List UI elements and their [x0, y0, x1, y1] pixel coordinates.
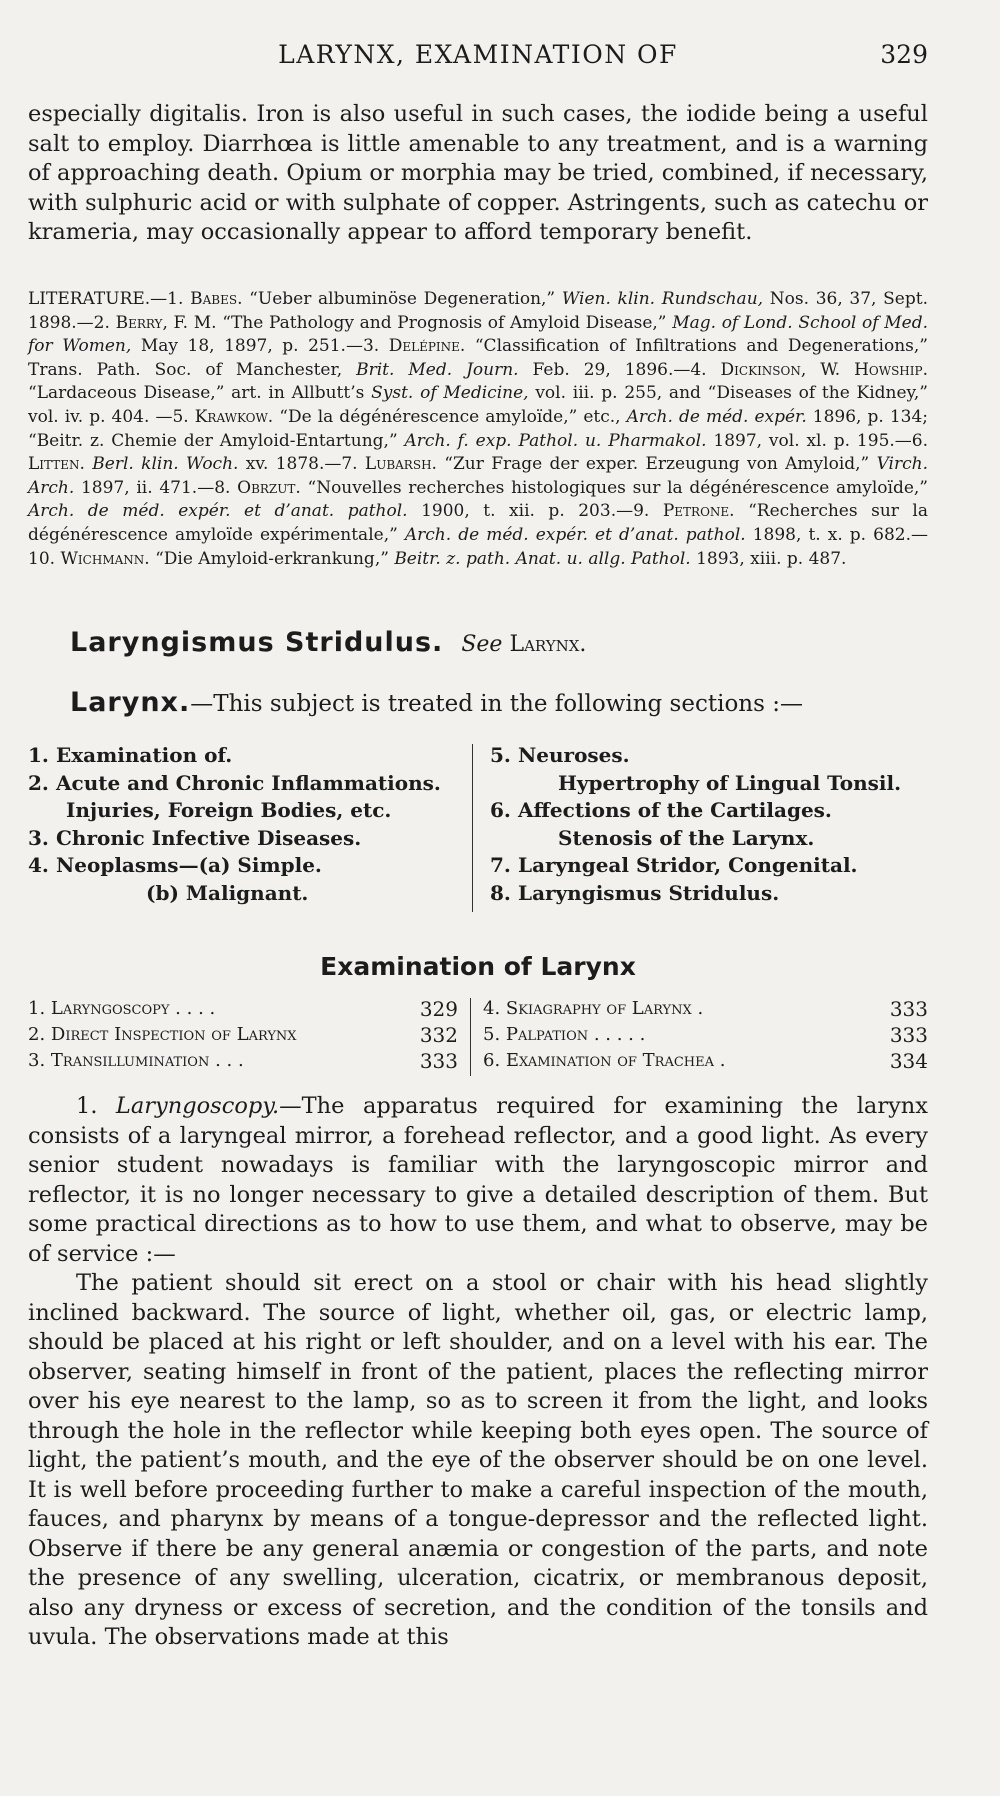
- lit-journal: Berl. klin. Woch.: [92, 454, 239, 475]
- section-item: [28, 742, 468, 770]
- literature-references: [28, 288, 928, 571]
- see-label: See: [461, 632, 503, 657]
- section-number: 6.: [490, 798, 511, 822]
- lit-segment: 1897, vol. xl. p. 195.—6.: [706, 430, 929, 451]
- contents-page: 333: [889, 997, 928, 1021]
- section-label: Neuroses.: [518, 743, 630, 767]
- lit-author: Krawkow.: [194, 406, 274, 427]
- lit-segment: “Die Amyloid-erkrankung,”: [149, 548, 395, 569]
- lit-segment: xv. 1878.—7.: [238, 454, 365, 475]
- lit-author: Babes.: [190, 289, 243, 309]
- contents-page: 332: [419, 1023, 458, 1047]
- lit-segment: 1893, xiii. p. 487.: [690, 548, 847, 569]
- section-item: [28, 852, 468, 880]
- lit-segment: “Classification of Infiltrations and Degenerations,” Trans. Path. Soc. of Manchester,: [28, 336, 928, 380]
- lit-journal: Arch. f. exp. Pathol. u. Pharmakol.: [404, 430, 707, 451]
- page-number: 329: [880, 40, 928, 69]
- section-item: [28, 797, 468, 825]
- lit-author: Dickinson, W. Howship.: [720, 359, 928, 380]
- entry-title: Laryngismus Stridulus.: [70, 627, 444, 658]
- contents-label: 4. Skiagraphy of Larynx .: [483, 998, 704, 1019]
- section-number: 2.: [28, 770, 49, 795]
- section-label: Acute and Chronic Inflammations.: [56, 770, 441, 795]
- lit-segment: “Nouvelles recherches histologiques sur la dégénérescence amyloïde,”: [300, 477, 929, 498]
- lit-segment: “Zur Frage der exper. Erzeugung von Amyloid,”: [436, 454, 877, 475]
- lit-segment: 1898, t. x. p. 682.—10.: [28, 524, 928, 569]
- lit-journal: Syst. of Medicine,: [371, 383, 529, 404]
- lit-author: Delépine.: [388, 336, 466, 357]
- contents-row: [28, 996, 458, 1022]
- contents-page: 334: [889, 1049, 928, 1073]
- section-label: Hypertrophy of Lingual Tonsil.: [558, 770, 902, 795]
- paragraph-patient-position: The patient should sit erect on a stool or chair with his head slightly inclined backward. The source of light, whether oil, gas, or electric lamp, should be placed at his right or left shoulder, and on a level with his ear. The observer, seating himself in front of the patient, places the reflecting mirror over his eye nearest to the lamp, so as to screen it from the light, and looks through the hole in the reflector while keeping both eyes open. The source of light, the patient’s mouth, and the eye of the observer should be on one level. It is well before proceeding further to make a careful inspection of the mouth, fauces, and pharynx by means of a tongue-depressor and the reflected light. Observe if there be any general anæmia or congestion of the parts, and note the presence of any swelling, ulceration, cicatrix, or membranous deposit, also any dryness or excess of secretion, and the condition of the tonsils and uvula. The observations made at this: [28, 1270, 928, 1650]
- see-reference: [461, 632, 586, 657]
- section-label: (b) Malignant.: [146, 880, 309, 905]
- section-label: Stenosis of the Larynx.: [558, 825, 815, 850]
- lit-segment: Nos. 36, 37, Sept. 1898.—2.: [28, 289, 928, 333]
- section-label: Chronic Infective Diseases.: [56, 825, 362, 850]
- lit-segment: “The Pathology and Prognosis of Amyloid Disease,”: [216, 312, 673, 333]
- contents-label: 3. Transillumination . . .: [28, 1050, 244, 1071]
- section-number: 3.: [28, 825, 49, 850]
- contents-page: 333: [419, 1049, 458, 1073]
- lit-segment: “Lardaceous Disease,” art. in Allbutt’s: [28, 383, 372, 404]
- section-number: 5.: [490, 743, 511, 767]
- section-label: Laryngismus Stridulus.: [518, 880, 780, 905]
- entry-intro: —This subject is treated in the following sections :—: [190, 691, 803, 717]
- contents-page: 329: [419, 997, 458, 1021]
- contents-label: 6. Examination of Trachea .: [483, 1050, 726, 1071]
- entry-heading-laryngismus: [70, 627, 930, 658]
- lit-segment: Feb. 29, 1896.—4.: [518, 359, 721, 380]
- section-number: 4.: [28, 853, 49, 877]
- lit-author: Petrone.: [662, 501, 735, 522]
- lit-author: Obrzut.: [237, 477, 301, 498]
- lit-author: Lubarsh.: [364, 454, 437, 475]
- entry-title: Larynx.: [70, 687, 191, 718]
- lit-author: Berry, F. M.: [115, 312, 217, 333]
- paragraph-topic: Laryngoscopy.: [115, 1093, 280, 1119]
- lit-journal: Arch. de méd. expér. et d’anat. pathol.: [404, 524, 746, 545]
- running-head-title: LARYNX, EXAMINATION OF: [278, 40, 678, 69]
- section-item: [490, 742, 930, 770]
- section-number: 7.: [490, 853, 511, 877]
- section-item: [490, 880, 930, 908]
- lit-author: Litten.: [28, 454, 85, 475]
- contents-label: 2. Direct Inspection of Larynx: [28, 1024, 297, 1045]
- lit-journal: Mag. of Lond. School of Med. for Women,: [28, 312, 929, 357]
- section-number: 1.: [28, 743, 49, 767]
- entry-heading-larynx: [70, 687, 930, 718]
- see-target: Larynx.: [509, 632, 587, 657]
- section-label: Affections of the Cartilages.: [518, 798, 832, 822]
- lit-journal: Arch. de méd. expér.: [626, 406, 807, 427]
- section-item: [28, 770, 468, 798]
- column-divider: [470, 998, 471, 1076]
- contents-row: [28, 1022, 458, 1048]
- section-label: Laryngeal Stridor, Congenital.: [518, 853, 858, 877]
- sections-left-column: [28, 742, 468, 907]
- lit-segment: “Ueber albuminöse Degeneration,”: [242, 289, 562, 309]
- lit-journal: Beitr. z. path. Anat. u. allg. Pathol.: [394, 548, 691, 569]
- section-item: [490, 797, 930, 825]
- lit-journal: Virch. Arch.: [28, 454, 928, 498]
- lit-segment: 1900, t. xii. p. 203.—9.: [407, 501, 663, 522]
- paragraph-body: —The apparatus required for examining the larynx consists of a laryngeal mirror, a forehead reflector, and a good light. As every senior student nowadays is familiar with the laryngoscopic mirror and reflector, it is no longer necessary to give a detailed description of them. But some practical directions as to how to use them, and what to observe, may be of service :—: [28, 1093, 928, 1267]
- contents-label: 1. Laryngoscopy . . . .: [28, 998, 216, 1019]
- lit-segment: vol. iii. p. 255, and “Diseases of the Kidney,” vol. iv. p. 404. —5.: [28, 383, 928, 427]
- contents-row: [483, 1048, 928, 1074]
- paragraph-laryngoscopy: [28, 1092, 928, 1269]
- section-label: Neoplasms—(a) Simple.: [56, 853, 322, 877]
- lit-journal: Wien. klin. Rundschau,: [561, 289, 764, 309]
- contents-left-column: [28, 996, 458, 1074]
- lit-segment: 1896, p. 134; “Beitr. z. Chemie der Amyloid-Entartung,”: [28, 406, 929, 451]
- contents-page: 333: [889, 1023, 928, 1047]
- sections-list: [28, 742, 928, 912]
- section-item: [28, 825, 468, 853]
- section-number: 8.: [490, 880, 511, 905]
- lit-segment: LITERATURE.—1.: [28, 289, 191, 309]
- lit-segment: 1897, ii. 471.—8.: [74, 477, 238, 498]
- laryngoscopy-text: [28, 1092, 928, 1653]
- section-item: [490, 825, 930, 853]
- lit-journal: Arch. de méd. expér. et d’anat. pathol.: [28, 501, 408, 522]
- contents-row: [483, 996, 928, 1022]
- contents-label: 5. Palpation . . . . .: [483, 1024, 646, 1045]
- lit-segment: “De la dégénérescence amyloïde,” etc.,: [273, 406, 627, 427]
- section-item: [28, 880, 468, 908]
- lit-journal: Brit. Med. Journ.: [356, 359, 519, 380]
- contents-row: [28, 1048, 458, 1074]
- section-item: [490, 770, 930, 798]
- lit-segment: May 18, 1897, p. 251.—3.: [131, 336, 389, 357]
- sections-right-column: [490, 742, 930, 907]
- section-label: Examination of.: [56, 743, 233, 767]
- contents-row: [483, 1022, 928, 1048]
- section-heading-examination: Examination of Larynx: [320, 952, 636, 981]
- contents-right-column: [483, 996, 928, 1074]
- running-head: [28, 40, 928, 72]
- section-item: [490, 852, 930, 880]
- examination-contents: [28, 996, 928, 1076]
- lit-segment: “Recherches sur la dégénérescence amyloïde expérimentale,”: [28, 501, 928, 545]
- paragraph-treatment: especially digitalis. Iron is also useful in such cases, the iodide being a useful salt to employ. Diarrhœa is little amenable to any treatment, and is a warning of approaching death. Opium or morphia may be tried, combined, if necessary, with sulphuric acid or with sulphate of copper. Astringents, such as catechu or krameria, may occasionally appear to afford temporary benefit.: [28, 101, 928, 245]
- paragraph-number: 1.: [76, 1093, 116, 1119]
- section-label: Injuries, Foreign Bodies, etc.: [66, 798, 392, 822]
- column-divider: [472, 744, 473, 912]
- lit-author: Wichmann.: [60, 548, 150, 569]
